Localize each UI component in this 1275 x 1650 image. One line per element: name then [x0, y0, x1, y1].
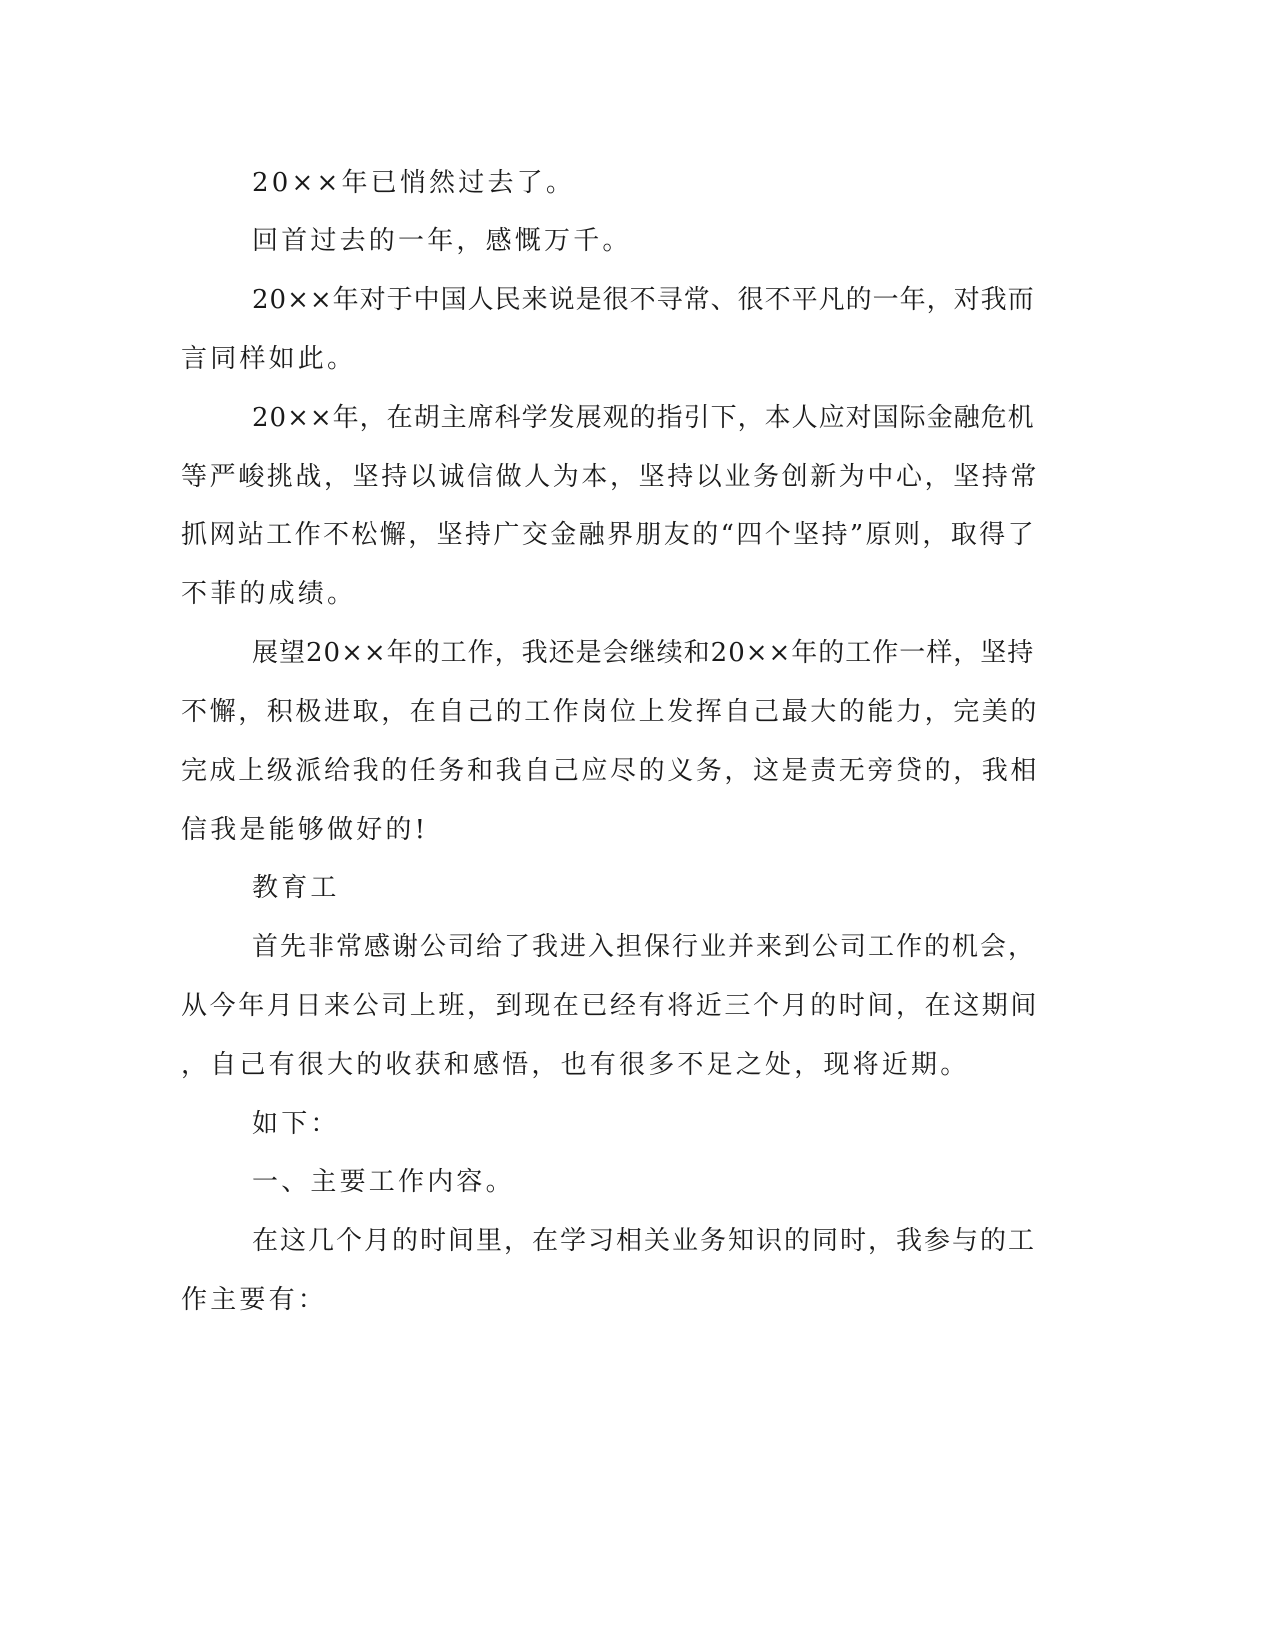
text-line-9: 展望20××年的工作，我还是会继续和20××年的工作一样，坚持 [252, 638, 1035, 668]
text-line-11: 完成上级派给我的任务和我自己应尽的义务，这是责无旁贷的，我相 [181, 756, 1040, 786]
text-line-10: 不懈，积极进取，在自己的工作岗位上发挥自己最大的能力，完美的 [181, 697, 1040, 727]
text-line-7: 抓网站工作不松懈，坚持广交金融界朋友的“四个坚持”原则，取得了 [181, 520, 1036, 550]
text-line-3: 20××年对于中国人民来说是很不寻常、很不平凡的一年，对我而 [252, 285, 1035, 315]
text-line-17: 如下： [252, 1109, 340, 1139]
text-line-16: ，自己有很大的收获和感悟，也有很多不足之处，现将近期。 [181, 1050, 970, 1080]
text-line-4: 言同样如此。 [181, 344, 357, 374]
text-line-5: 20××年，在胡主席科学发展观的指引下，本人应对国际金融危机 [252, 403, 1035, 433]
text-line-2: 回首过去的一年，感慨万千。 [252, 226, 632, 256]
text-line-1: 20××年已悄然过去了。 [252, 168, 576, 198]
text-line-14: 首先非常感谢公司给了我进入担保行业并来到公司工作的机会， [252, 932, 1037, 962]
text-line-15: 从今年月日来公司上班，到现在已经有将近三个月的时间，在这期间 [181, 991, 1040, 1021]
text-line-20: 作主要有： [181, 1285, 328, 1315]
text-line-19: 在这几个月的时间里，在学习相关业务知识的同时，我参与的工 [252, 1226, 1037, 1256]
text-line-13: 教育工 [252, 873, 340, 903]
text-line-18: 一、主要工作内容。 [252, 1167, 515, 1197]
text-line-8: 不菲的成绩。 [181, 579, 357, 609]
text-line-6: 等严峻挑战，坚持以诚信做人为本，坚持以业务创新为中心，坚持常 [181, 462, 1040, 492]
text-line-12: 信我是能够做好的! [181, 815, 429, 845]
